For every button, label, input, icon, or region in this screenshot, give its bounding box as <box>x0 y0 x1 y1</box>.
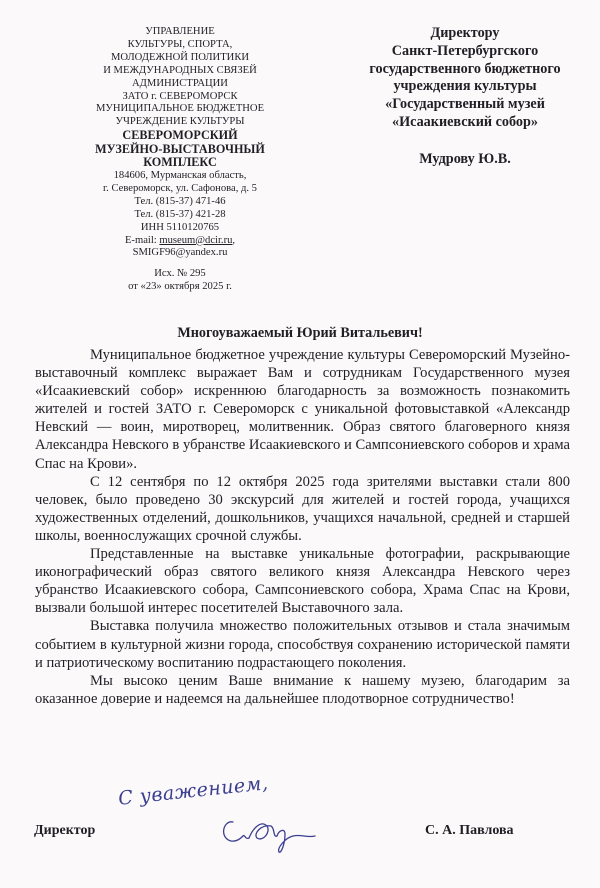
paragraph: Мы высоко ценим Ваше внимание к нашему музею, благодарим за оказанное доверие и надеемся на дальнейшее плодотворное сотрудничество! <box>35 672 570 707</box>
email-link-primary[interactable]: museum@dcir.ru <box>159 234 233 246</box>
org-name-line: МУЗЕЙНО-ВЫСТАВОЧНЫЙ <box>95 141 265 156</box>
signature-stroke <box>224 822 315 852</box>
signer-name: С. А. Павлова <box>425 823 514 838</box>
signature-icon <box>215 808 325 856</box>
address-line: г. Североморск, ул. Сафонова, д. 5 <box>103 182 257 194</box>
sender-line: МОЛОДЕЖНОЙ ПОЛИТИКИ <box>110 51 250 63</box>
address-line: 184606, Мурманская область, <box>113 170 247 182</box>
paragraph: С 12 сентября по 12 октября 2025 года зрителями выставки стали 800 человек, было проведено 30 экскурсий для жителей и гостей города, учащихся художественных отделений, дошкольников, учащихся начальной, средней и старшей школы, военнослужащих срочной службы. <box>35 473 570 544</box>
sender-line: УЧРЕЖДЕНИЕ КУЛЬТУРЫ <box>115 116 245 128</box>
sender-line: КУЛЬТУРЫ, СПОРТА, <box>127 38 233 50</box>
sender-line: УПРАВЛЕНИЕ <box>145 26 215 37</box>
inn-line: ИНН 5110120765 <box>140 221 220 233</box>
letter-body <box>35 346 570 708</box>
spacer <box>60 260 300 268</box>
sender-line: АДМИНИСТРАЦИИ <box>132 77 228 89</box>
org-name-line: СЕВЕРОМОРСКИЙ <box>122 128 238 143</box>
addressee-name: Мудрову Ю.В. <box>419 150 511 167</box>
outgoing-number: Исх. № 295 <box>154 268 206 280</box>
recipient-block <box>325 25 600 169</box>
recipient-line: «Государственный музей <box>385 96 545 113</box>
phone-line: Тел. (815-37) 471-46 <box>134 195 226 207</box>
email-line <box>60 235 300 248</box>
outgoing-date: от «23» октября 2025 г. <box>128 281 232 293</box>
sender-letterhead <box>60 26 300 294</box>
recipient-line: учреждения культуры <box>393 78 537 95</box>
email-link-secondary[interactable]: SMIGF96@yandex.ru <box>132 247 228 259</box>
signer-title: Директор <box>34 823 96 838</box>
recipient-line: государственного бюджетного <box>369 60 561 77</box>
email-label: E-mail: <box>124 234 160 246</box>
sender-line: МУНИЦИПАЛЬНОЕ БЮДЖЕТНОЕ <box>95 103 265 115</box>
recipient-line: Санкт-Петербургского <box>391 42 539 59</box>
handwritten-greeting: С уважением, <box>117 772 270 810</box>
email-separator: , <box>232 234 236 246</box>
paragraph: Муниципальное бюджетное учреждение культуры Североморский Музейно-выставочный комплекс выражает Вам и сотрудникам Государственного музея «Исаакиевский собор» искреннюю благодарность за возможность познакомить жителей и гостей ЗАТО г. Североморск с уникальной фотовыставкой «Александр Невский — воин, миротворец, молитвенник. Образ святого благоверного князя Александра Невского в убранстве Исаакиевского и Сампсониевского соборов и храма Спас на Крови». <box>35 347 570 472</box>
recipient-line: «Исаакиевский собор» <box>391 113 538 130</box>
org-name-line: КОМПЛЕКС <box>143 155 217 170</box>
paragraph: Выставка получила множество положительных отзывов и стала значимым событием в культурной жизни города, способствуя сохранению исторической памяти и патриотическому воспитанию подрастающего поколения. <box>35 618 570 671</box>
salutation: Многоуважаемый Юрий Витальевич! <box>177 325 423 341</box>
phone-line: Тел. (815-37) 421-28 <box>134 208 226 220</box>
paragraph: Представленные на выставке уникальные фотографии, раскрывающие иконографический образ святого великого князя Александра Невского через убранство Исаакиевского собора, Сампсониевского собора, Храма Спас на Крови, вызвали большой интерес посетителей Выставочного зала. <box>35 546 570 617</box>
recipient-line: Директору <box>430 25 500 41</box>
sender-line: ЗАТО г. СЕВЕРОМОРСК <box>122 90 238 102</box>
sender-line: И МЕЖДУНАРОДНЫХ СВЯЗЕЙ <box>103 64 257 76</box>
